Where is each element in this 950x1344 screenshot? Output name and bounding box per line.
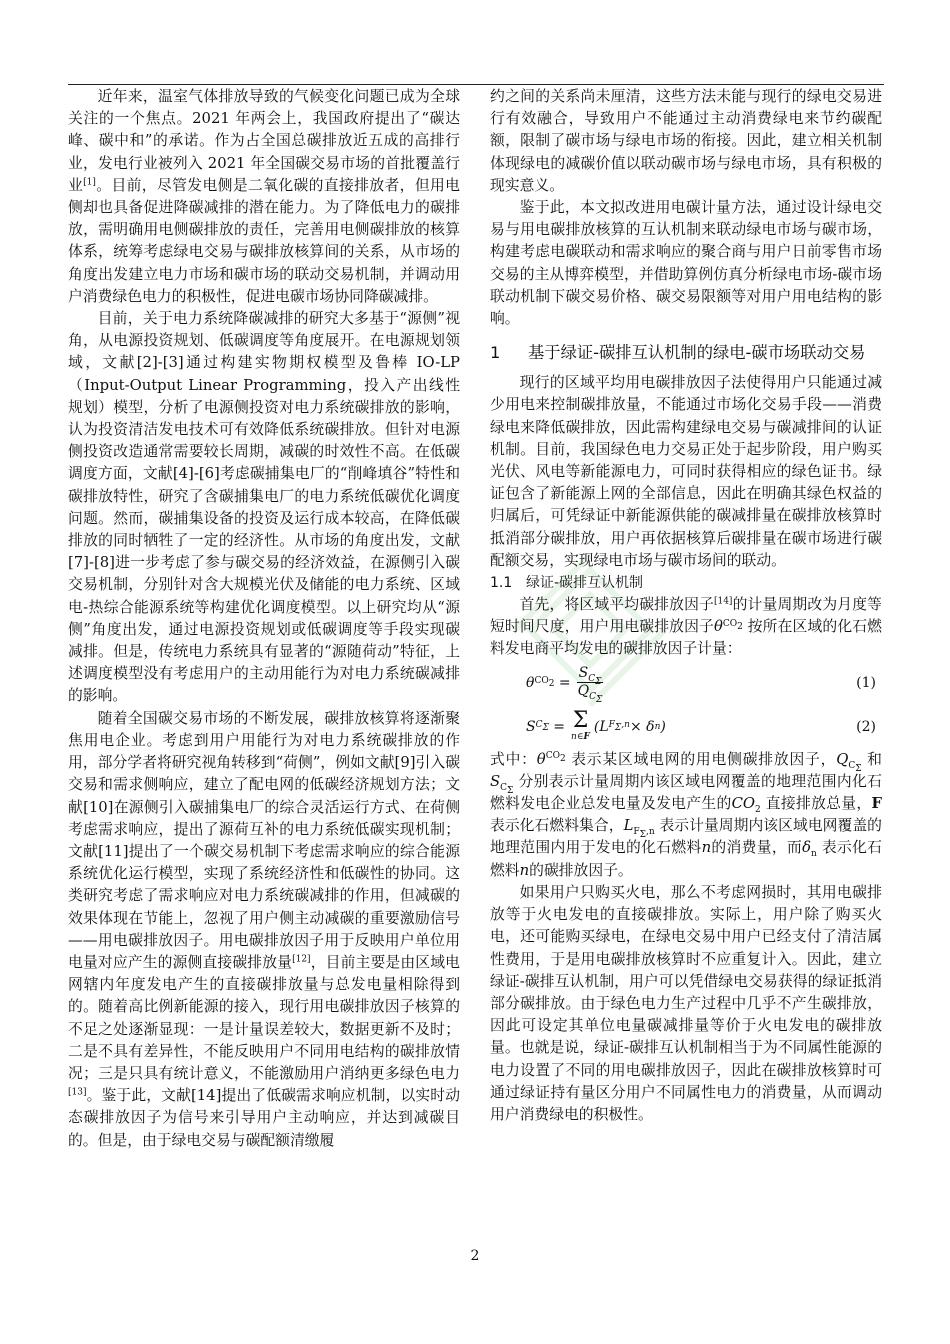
left-column xyxy=(68,86,460,1152)
section-1-1-title: 绿证-碳排互认机制 xyxy=(526,575,644,592)
equation-definitions: 式中：$\theta^{CO_2}$ 表示某区域电网的用电侧碳排放因子，$Q_{C_\Sigma}$ 和 $S_{C_\Sigma}$ 分别表示计量周期内该区域电网覆盖的地理范围内化石燃料发电企业总发电量及发电产生的$CO_2$ 直接排放总量，F 表示化石燃料集合，$L_{F_\Sigma,n}$ 表示计量周期内该区域电网覆盖的地理范围内用于发电的化石燃料n的消费量，而$\delta_n$ 表示化石燃料n的碳排放因子。 xyxy=(490,750,882,879)
citation-12: [12] xyxy=(292,954,311,965)
section-1-paragraph: 现行的区域平均用电碳排放因子法使得用户只能通过减少用电来控制碳排放量，不能通过市场化交易手段——消费绿电来降低碳排放，因此需构建绿电交易与碳减排间的认证机制。目前，我国绿色电力交易正处于起步阶段，用户购买光伏、风电等新能源电力，可同时获得相应的绿色证书。绿证包含了新能源上网的全部信息，因此在明确其绿色权益的归属后，可凭绿证中新能源供能的碳减排量在碳排放核算时抵消部分碳排放，用户再依据核算后碳排量在碳市场进行碳配额交易，实现绿电市场与碳市场间的联动。 xyxy=(490,374,882,569)
equation-2-number: (2) xyxy=(856,718,876,735)
section-1-1-heading xyxy=(490,572,882,594)
section-1-number: 1 xyxy=(490,343,501,363)
citation-13: [13] xyxy=(68,1087,87,1098)
equation-2: S $C_\Sigma$ = Σ n∈F (L $F_\Sigma,n$ × δ n ) (2) xyxy=(490,705,882,749)
citation-1: [1] xyxy=(83,177,96,188)
citation-14: [14] xyxy=(713,596,733,607)
equation-1: θ $CO_2$ = $\frac{S_{C_\Sigma}}{Q_{C_\Sigma}}$ (1) xyxy=(490,661,882,705)
equation-1-number: (1) xyxy=(856,674,876,691)
section-1-1-number: 1.1 xyxy=(490,575,513,592)
right-column xyxy=(490,86,882,1126)
header-rule xyxy=(68,84,884,85)
intro-paragraph-4: 鉴于此，本文拟改进用电碳计量方法，通过设计绿电交易与用电碳排放核算的互认机制来联动绿电市场与碳市场，构建考虑电碳联动和需求响应的聚合商与用户日前零售市场交易的主从博弈模型，并借助算例仿真分析绿电市场-碳市场联动机制下碳交易价格、碳交易限额等对用户用电结构的影响。 xyxy=(490,199,882,328)
intro-paragraph-1: 近年来，温室气体排放导致的气候变化问题已成为全球关注的一个焦点。2021 年两会上，我国政府提出了“碳达峰、碳中和”的承诺。作为占全国总碳排放近五成的高排行业，发电行业被列入 2021 年全国碳交易市场的首批覆盖行业[1]。目前，尽管发电侧是二氧化碳的直接排放者，但用电侧却也具备促进降碳减排的潜在能力。为了降低电力的碳排放，需明确用电侧碳排放的责任，完善用电侧碳排放的核算体系，统筹考虑绿电交易与碳排放核算间的关系，从市场的角度出发建立电力市场和碳市场的联动交易机制，并调动用户消费绿色电力的积极性，促进电碳市场协同降碳减排。 xyxy=(68,88,460,305)
section-1-title: 基于绿证-碳排互认机制的绿电-碳市场联动交易 xyxy=(528,343,866,363)
intro-paragraph-3: 随着全国碳交易市场的不断发展，碳排放核算将逐渐聚焦用电企业。考虑到用户用能行为对电力系统碳排放的作用，部分学者将研究视角转移到“荷侧”，例如文献[9]引入碳交易和需求侧响应，建立了配电网的低碳经济规划方法；文献[10]在源侧引入碳捕集电厂的综合灵活运行方式、在荷侧考虑需求响应，提出了源荷互补的电力系统低碳实现机制；文献[11]提出了一个碳交易机制下考虑需求响应的综合能源系统优化运行模型，实现了系统经济性和低碳性的协同。这类研究考虑了需求响应对电力系统碳减排的作用，但减碳的效果体现在节能上，忽视了用户侧主动减碳的重要激励信号——用电碳排放因子。用电碳排放因子用于反映用户单位用电量对应产生的源侧直接碳排放量[12]，目前主要是由区域电网辖内年度发电产生的直接碳排放量与总发电量相除得到的。随着高比例新能源的接入，现行用电碳排放因子核算的不足之处逐渐显现：一是计量误差较大，数据更新不及时；二是不具有差异性，不能反映用户不同用电结构的碳排放情况；三是只具有统计意义，不能激励用户消纳更多绿色电力[13]。鉴于此，文献[14]提出了低碳需求响应机制，以实时动态碳排放因子为信号来引导用户主动响应，并达到减碳目的。但是，由于绿电交易与碳配额清缴履 xyxy=(68,709,460,1149)
section-1-1-paragraph-1: 首先，将区域平均碳排放因子[14]的计量周期改为月度等短时间尺度，用户用电碳排放因子$\theta^{CO_2}$ 按所在区域的化石燃料发电商平均发电的碳排放因子计量： xyxy=(490,596,882,658)
section-1-heading xyxy=(490,342,882,364)
page-number: 2 xyxy=(470,1248,480,1264)
section-1-1-paragraph-2: 如果用户只购买火电，那么不考虑网损时，其用电碳排放等于火电发电的直接碳排放。实际上，用户除了购买火电，还可能购买绿电，在绿电交易中用户已经支付了清洁属性费用，于是用电碳排放核算时不应重复计入。因此，建立绿证-碳排互认机制，用户可以凭借绿电交易获得的绿证抵消部分碳排放。由于绿色电力生产过程中几乎不产生碳排放，因此可设定其单位电量碳减排量等价于火电发电的碳排放量。也就是说，绿证-碳排互认机制相当于为不同属性能源的电力设置了不同的用电碳排放因子，因此在碳排放核算时可通过绿证持有量区分用户不同属性电力的消费量，从而调动用户消费绿电的积极性。 xyxy=(490,883,882,1123)
intro-paragraph-continued: 约之间的关系尚未厘清，这些方法未能与现行的绿电交易进行有效融合，导致用户不能通过主动消费绿电来节约碳配额，限制了碳市场与绿电市场的衔接。因此，建立相关机制体现绿电的减碳价值以联动碳市场与绿电市场，具有积极的现实意义。 xyxy=(490,88,882,194)
intro-paragraph-2: 目前，关于电力系统降碳减排的研究大多基于“源侧”视角，从电源投资规划、低碳调度等角度展开。在电源规划领域，文献[2]-[3]通过构建实物期权模型及鲁棒 IO-LP（Input-Output Linear Programming，投入产出线性规划）模型，分析了电源侧投资对电力系统碳排放的影响，认为投资清洁发电技术可有效降低系统碳排放。但针对电源侧投资改造通常需要较长周期，减碳的时效性不高。在低碳调度方面，文献[4]-[6]考虑碳捕集电厂的“削峰填谷”特性和碳排放特性，研究了含碳捕集电厂的电力系统低碳优化调度问题。然而，碳捕集设备的投资及运行成本较高，在降低碳排放的同时牺牲了一定的经济性。从市场的角度出发，文献[7]-[8]进一步考虑了参与碳交易的经济效益，在源侧引入碳交易机制，分别针对含大规模光伏及储能的电力系统、区域电-热综合能源系统等构建优化调度模型。以上研究均从“源侧”角度出发，通过电源投资规划或低碳调度等手段实现碳减排。但是，传统电力系统具有显著的“源随荷动”特征，上述调度模型没有考虑用户的主动用能行为对电力系统碳减排的影响。 xyxy=(68,310,460,705)
